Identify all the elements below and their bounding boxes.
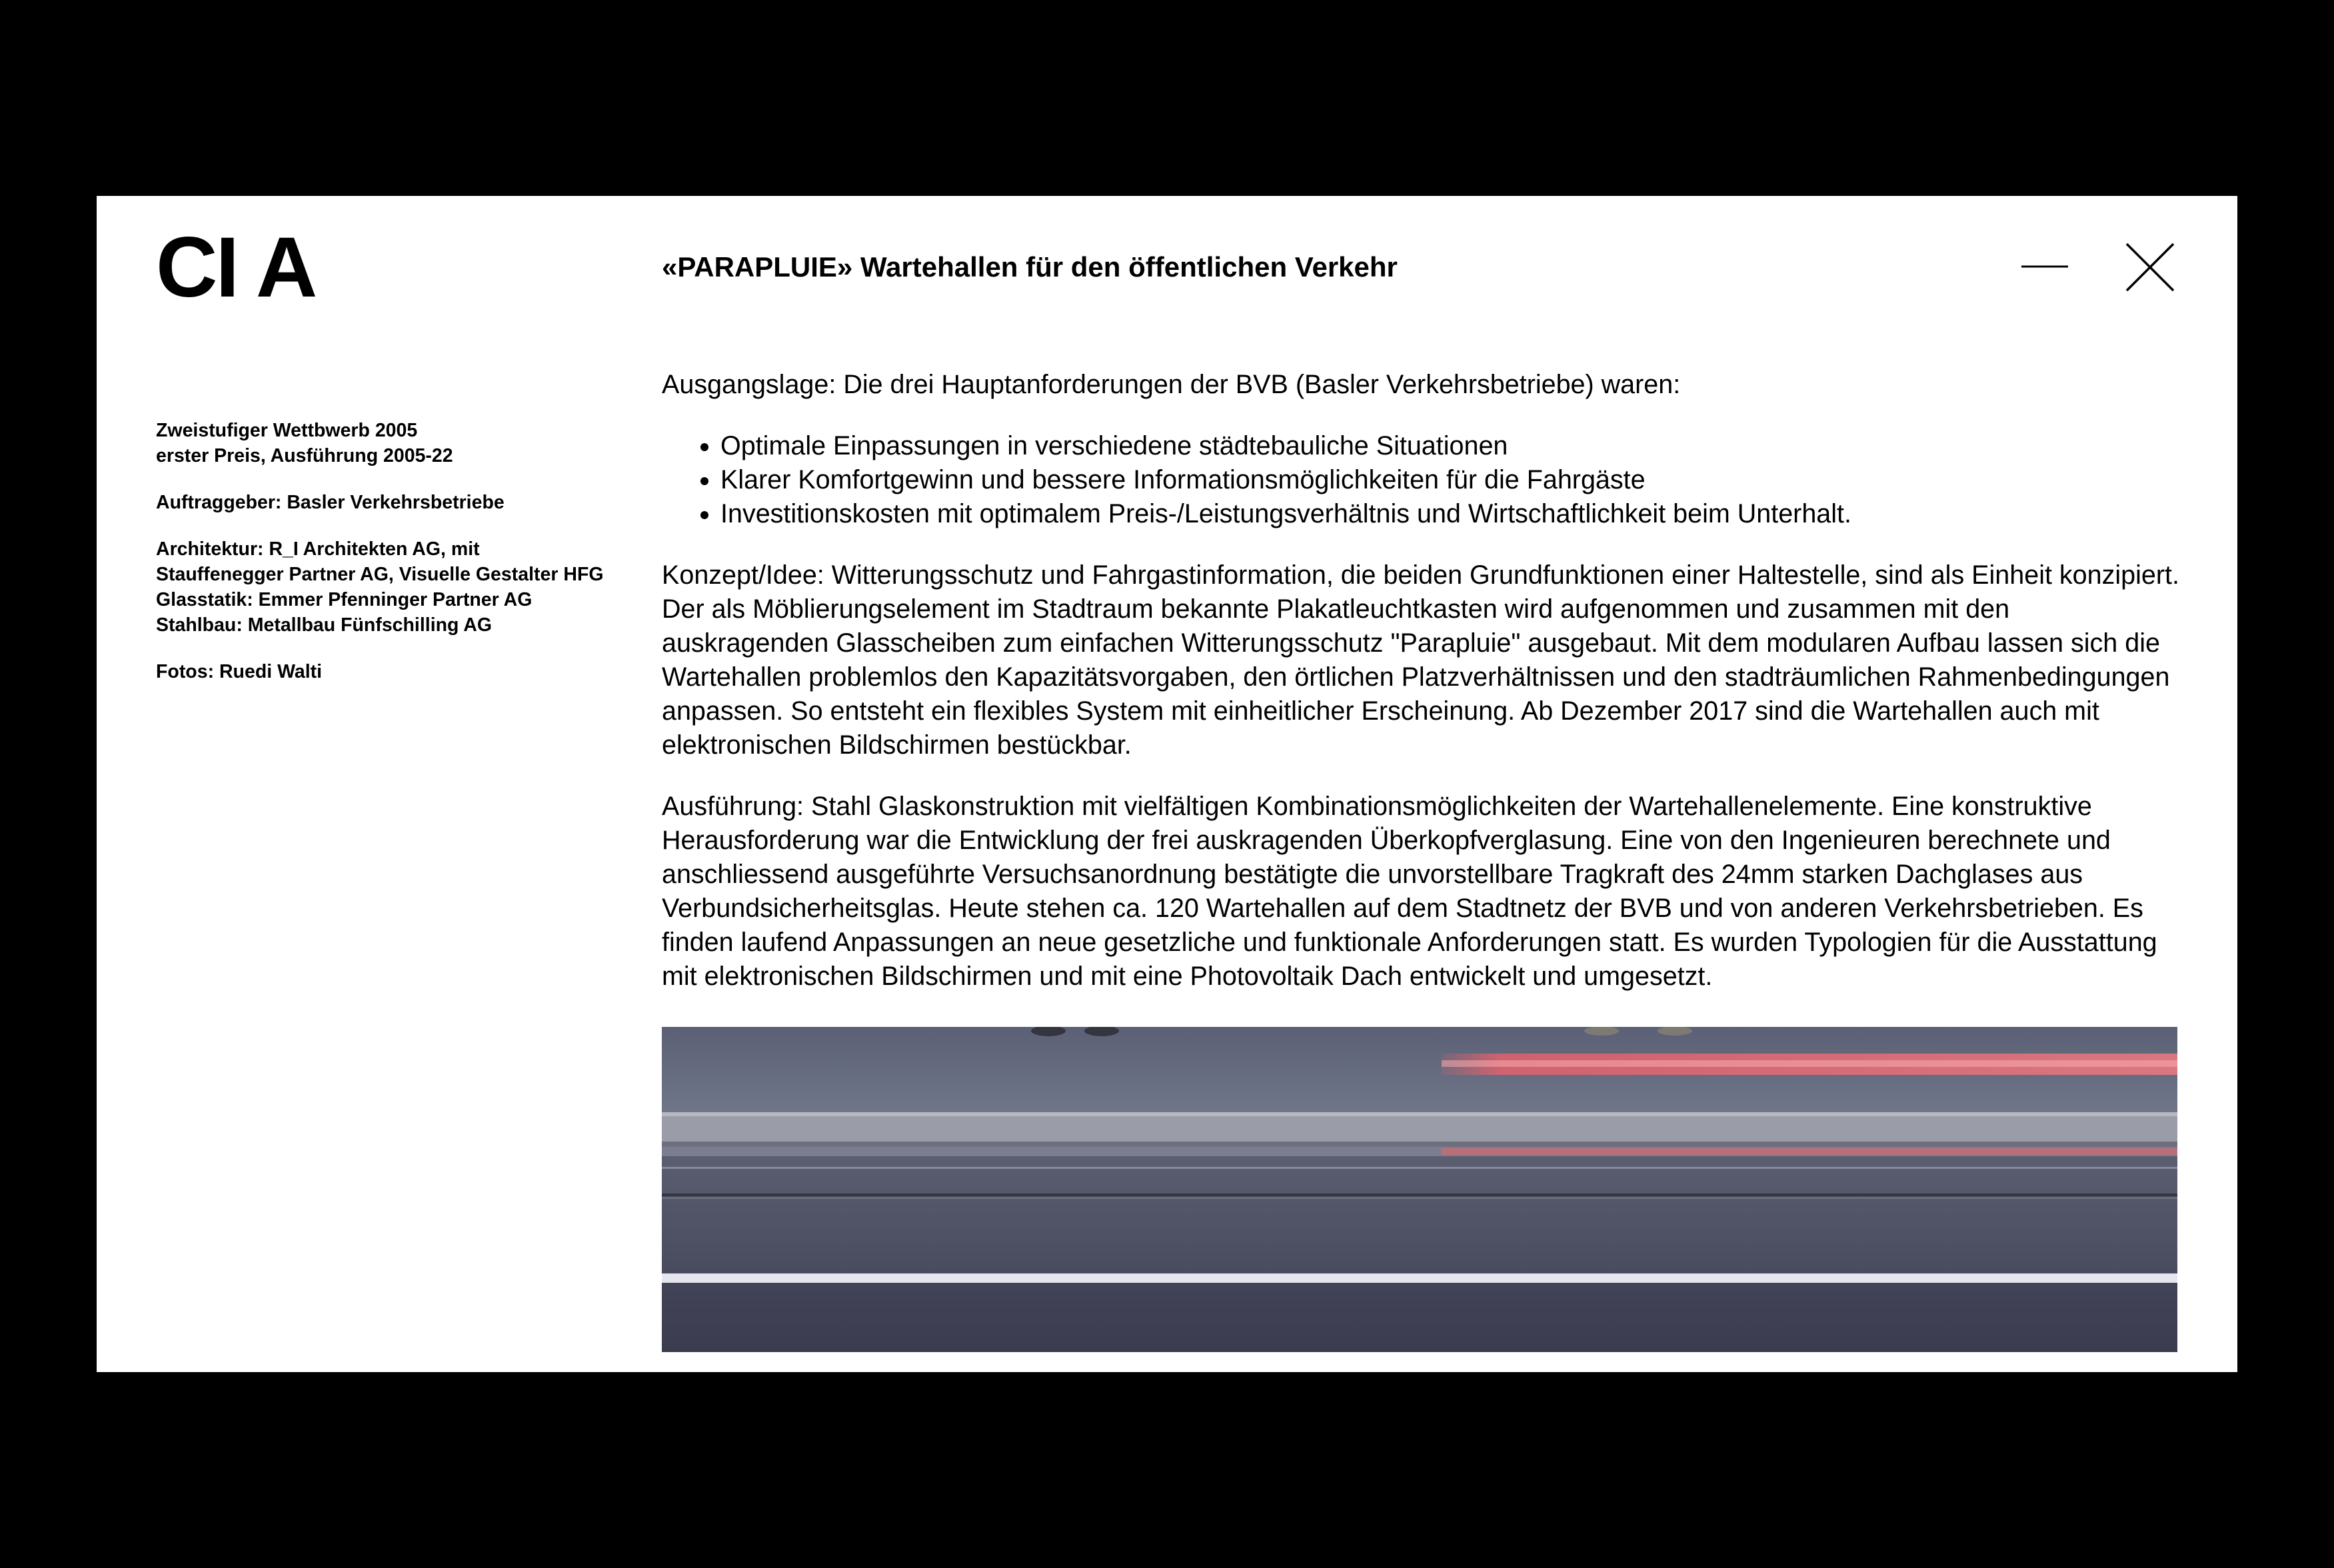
project-window [97,196,2237,1372]
meta-client [156,490,636,515]
list-item: • Investitionskosten mit optimalem Preis-/Leistungsverhältnis und Wirtschaftlichkeit beim Unterhalt. [720,497,2181,531]
execution-paragraph: Ausführung: Stahl Glaskonstruktion mit vielfältigen Kombinationsmöglichkeiten der Wartehallenelemente. Eine konstruktive Herausforderung war die Entwicklung der frei auskragenden Überkopfverglasung. Eine von den Ingenieuren berechnete und anschliessend ausgeführte Versuchsanordnung bestätigte die unvorstellbare Tragkraft des 24mm starken Dachglases aus Verbundsicherheitsglas. Heute stehen ca. 120 Wartehallen auf dem Stadtnetz der BVB und von anderen Verkehrsbetrieben. Es finden laufend Anpassungen an neue gesetzliche und funktionale Anforderungen statt. Es wurden Typologien für die Ausstattung mit elektronischen Bildschirmen und mit eine Photovoltaik Dach entwickelt und umgesetzt. [662,792,2157,991]
meta-photos-text: Fotos: Ruedi Walti [156,661,323,682]
list-item: • Klarer Komfortgewinn und bessere Informationsmöglichkeiten für die Fahrgäste [720,463,2181,497]
minimize-button[interactable] [2016,243,2076,289]
meta-competition [156,418,636,468]
meta-competition-line: Zweistufiger Wettbwerb 2005 [156,420,418,441]
logo[interactable]: CI A [156,220,316,315]
requirements-list [662,429,2181,531]
close-icon [2123,240,2177,295]
concept-paragraph: Konzept/Idee: Witterungsschutz und Fahrgastinformation, die beiden Grundfunktionen einer Haltestelle, sind als Einheit konzipiert. Der als Möblierungselement im Stadtraum bekannte Plakatleuchtkasten wird aufgenommen und zusammen mit den auskragenden Glasscheiben zum einfachen Witterungsschutz "Parapluie" ausgebaut. Mit dem modularen Aufbau lassen sich die Wartehallen problemlos den Kapazitätsvorgaben, den örtlichen Platzverhältnissen und den stadträumlichen Rahmenbedingungen anpassen. So entsteht ein flexibles System mit einheitlicher Erscheinung. Ab Dezember 2017 sind die Wartehallen auch mit elektronischen Bildschirmen bestückbar. [662,560,2179,760]
minimize-icon [2016,243,2076,289]
meta-client-text: Auftraggeber: Basler Verkehrsbetriebe [156,492,505,513]
meta-architecture-line: Architektur: R_I Architekten AG, mit [156,538,480,560]
project-meta [156,418,636,706]
project-photo [662,1027,2177,1352]
meta-glass-statics: Glasstatik: Emmer Pfenninger Partner AG [156,589,533,610]
close-button[interactable] [2123,240,2177,295]
meta-photos [156,659,636,684]
meta-competition-line: erster Preis, Ausführung 2005-22 [156,445,453,466]
page-title: «PARAPLUIE» Wartehallen für den öffentlichen Verkehr [662,251,1398,283]
meta-architecture-line: Stauffenegger Partner AG, Visuelle Gestalter HFG [156,564,604,585]
intro-paragraph: Ausgangslage: Die drei Hauptanforderungen der BVB (Basler Verkehrsbetriebe) waren: [662,370,1681,399]
project-description [662,368,2181,1021]
street-photo-illustration [662,1027,2177,1352]
meta-steel: Stahlbau: Metallbau Fünfschilling AG [156,614,493,636]
meta-credits [156,536,636,638]
list-item: • Optimale Einpassungen in verschiedene städtebauliche Situationen [720,429,2181,463]
